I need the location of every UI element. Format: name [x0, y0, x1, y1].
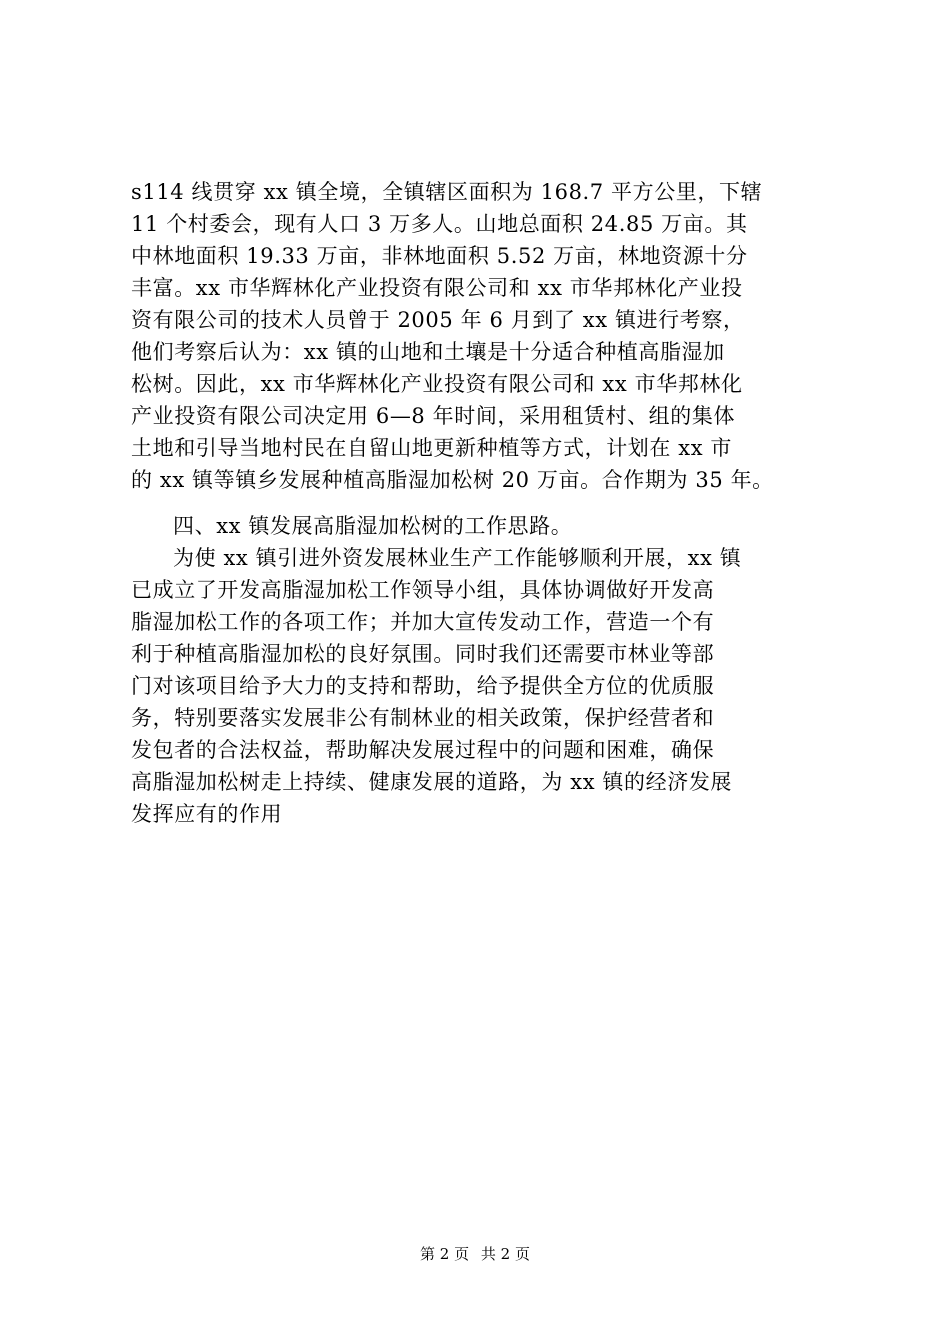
paragraph-line: 丰富。xx 市华辉林化产业投资有限公司和 xx 市华邦林化产业投	[131, 276, 743, 300]
paragraph-line: 脂湿加松工作的各项工作；并加大宣传发动工作，营造一个有	[131, 610, 715, 634]
paragraph-line: 发包者的合法权益，帮助解决发展过程中的问题和困难，确保	[131, 738, 715, 762]
paragraph-land-overview	[131, 176, 846, 496]
paragraph-line: 发挥应有的作用	[131, 802, 283, 826]
paragraph-line: 中林地面积 19.33 万亩，非林地面积 5.52 万亩，林地资源十分	[131, 244, 748, 268]
paragraph-line: 的 xx 镇等镇乡发展种植高脂湿加松树 20 万亩。合作期为 35 年。	[131, 468, 774, 492]
paragraph-line: 门对该项目给予大力的支持和帮助，给予提供全方位的优质服	[131, 674, 715, 698]
paragraph-line: 高脂湿加松树走上持续、健康发展的道路，为 xx 镇的经济发展	[131, 770, 733, 794]
paragraph-line: 11 个村委会，现有人口 3 万多人。山地总面积 24.85 万亩。其	[131, 212, 748, 236]
section-heading: 四、xx 镇发展高脂湿加松树的工作思路。	[173, 514, 573, 538]
paragraph-line: s114 线贯穿 xx 镇全境，全镇辖区面积为 168.7 平方公里，下辖	[131, 180, 763, 204]
page-footer	[0, 1243, 950, 1265]
section-work-plan	[131, 510, 846, 830]
paragraph-line: 务，特别要落实发展非公有制林业的相关政策，保护经营者和	[131, 706, 715, 730]
paragraph-line: 资有限公司的技术人员曾于 2005 年 6 月到了 xx 镇进行考察，	[131, 308, 745, 332]
page-number: 第 2 页	[420, 1245, 470, 1263]
paragraph-line: 他们考察后认为：xx 镇的山地和土壤是十分适合种植高脂湿加	[131, 340, 725, 364]
paragraph-line: 已成立了开发高脂湿加松工作领导小组，具体协调做好开发高	[131, 578, 715, 602]
paragraph-line: 松树。因此，xx 市华辉林化产业投资有限公司和 xx 市华邦林化	[131, 372, 743, 396]
paragraph-line: 为使 xx 镇引进外资发展林业生产工作能够顺利开展，xx 镇	[173, 546, 742, 570]
paragraph-line: 土地和引导当地村民在自留山地更新种植等方式，计划在 xx 市	[131, 436, 733, 460]
paragraph-line: 产业投资有限公司决定用 6—8 年时间，采用租赁村、组的集体	[131, 404, 736, 428]
paragraph-line: 利于种植高脂湿加松的良好氛围。同时我们还需要市林业等部	[131, 642, 715, 666]
page-count: 共 2 页	[480, 1245, 530, 1263]
